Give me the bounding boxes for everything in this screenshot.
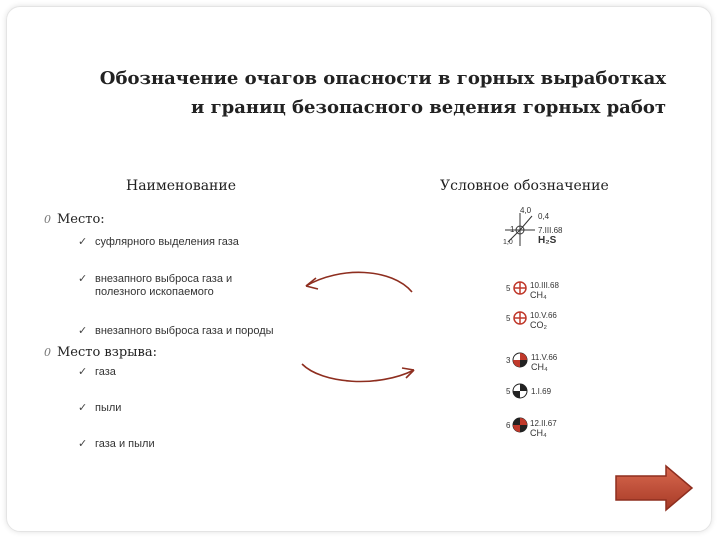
explosion-gas-dust-symbol-icon — [513, 418, 527, 432]
symbol-side-num: 5 — [506, 387, 511, 396]
checkmark-icon: ✓ — [78, 438, 88, 450]
symbol-side-num: 1 — [510, 225, 515, 234]
checkmark-icon: ✓ — [78, 325, 88, 337]
symbol-side-num: 5 — [506, 284, 511, 293]
column-header-symbol: Условное обозначение — [440, 178, 609, 194]
checkmark-icon: ✓ — [78, 273, 88, 285]
symbol-gas: CH₄ — [530, 290, 547, 300]
explosion-gas-symbol-icon — [513, 353, 527, 367]
bullet-icon: 0 — [44, 346, 51, 359]
title-line-2: и границ безопасного ведения горных работ — [191, 97, 666, 118]
symbol-gas: CH₄ — [531, 362, 548, 372]
outburst-rock-symbol-icon — [514, 312, 526, 324]
symbol-side-num: 3 — [506, 356, 511, 365]
title-line-1: Обозначение очагов опасности в горных выработках — [99, 68, 666, 89]
symbol-code: 12.II.67 — [530, 419, 557, 428]
checkmark-icon: ✓ — [78, 366, 88, 378]
checkmark-icon: ✓ — [78, 236, 88, 248]
next-arrow-icon — [614, 464, 694, 512]
list-item-label: пыли — [95, 402, 122, 414]
column-header-name: Наименование — [126, 178, 236, 194]
symbol-code: 11.V.66 — [531, 353, 558, 362]
symbol-extra-a: 0,4 — [538, 212, 550, 221]
checkmark-icon: ✓ — [78, 402, 88, 414]
symbol-gas: CH₄ — [530, 428, 547, 438]
list-item-label: внезапного выброса газа и полезного ископаемого — [95, 273, 233, 298]
explosion-dust-symbol-icon — [513, 384, 527, 398]
list-item-label: газа — [95, 366, 116, 378]
symbol-top-label: 4,0 — [520, 206, 532, 215]
list-item-label: газа и пыли — [95, 438, 155, 450]
list-item-label: суфлярного выделения газа — [95, 236, 239, 248]
group-label: Место взрыва: — [57, 345, 157, 360]
symbol-code: 7.III.68 — [538, 226, 563, 235]
symbol-gas: H₂S — [538, 235, 557, 246]
bullet-icon: 0 — [44, 213, 51, 226]
curved-arrow-left — [306, 272, 412, 292]
symbol-extra-b: 1,0 — [503, 239, 513, 246]
symbol-code: 10.III.68 — [530, 281, 559, 290]
symbol-code: 10.V.66 — [530, 311, 557, 320]
symbol-side-num: 6 — [506, 421, 511, 430]
list-item-label: внезапного выброса газа и породы — [95, 325, 274, 337]
symbol-gas: CO₂ — [530, 320, 547, 330]
symbol-code: 1.I.69 — [531, 387, 552, 396]
outburst-mineral-symbol-icon — [514, 282, 526, 294]
curved-arrow-right — [302, 364, 414, 381]
symbol-side-num: 5 — [506, 314, 511, 323]
group-label: Место: — [57, 212, 105, 227]
next-slide-button[interactable] — [614, 464, 694, 512]
